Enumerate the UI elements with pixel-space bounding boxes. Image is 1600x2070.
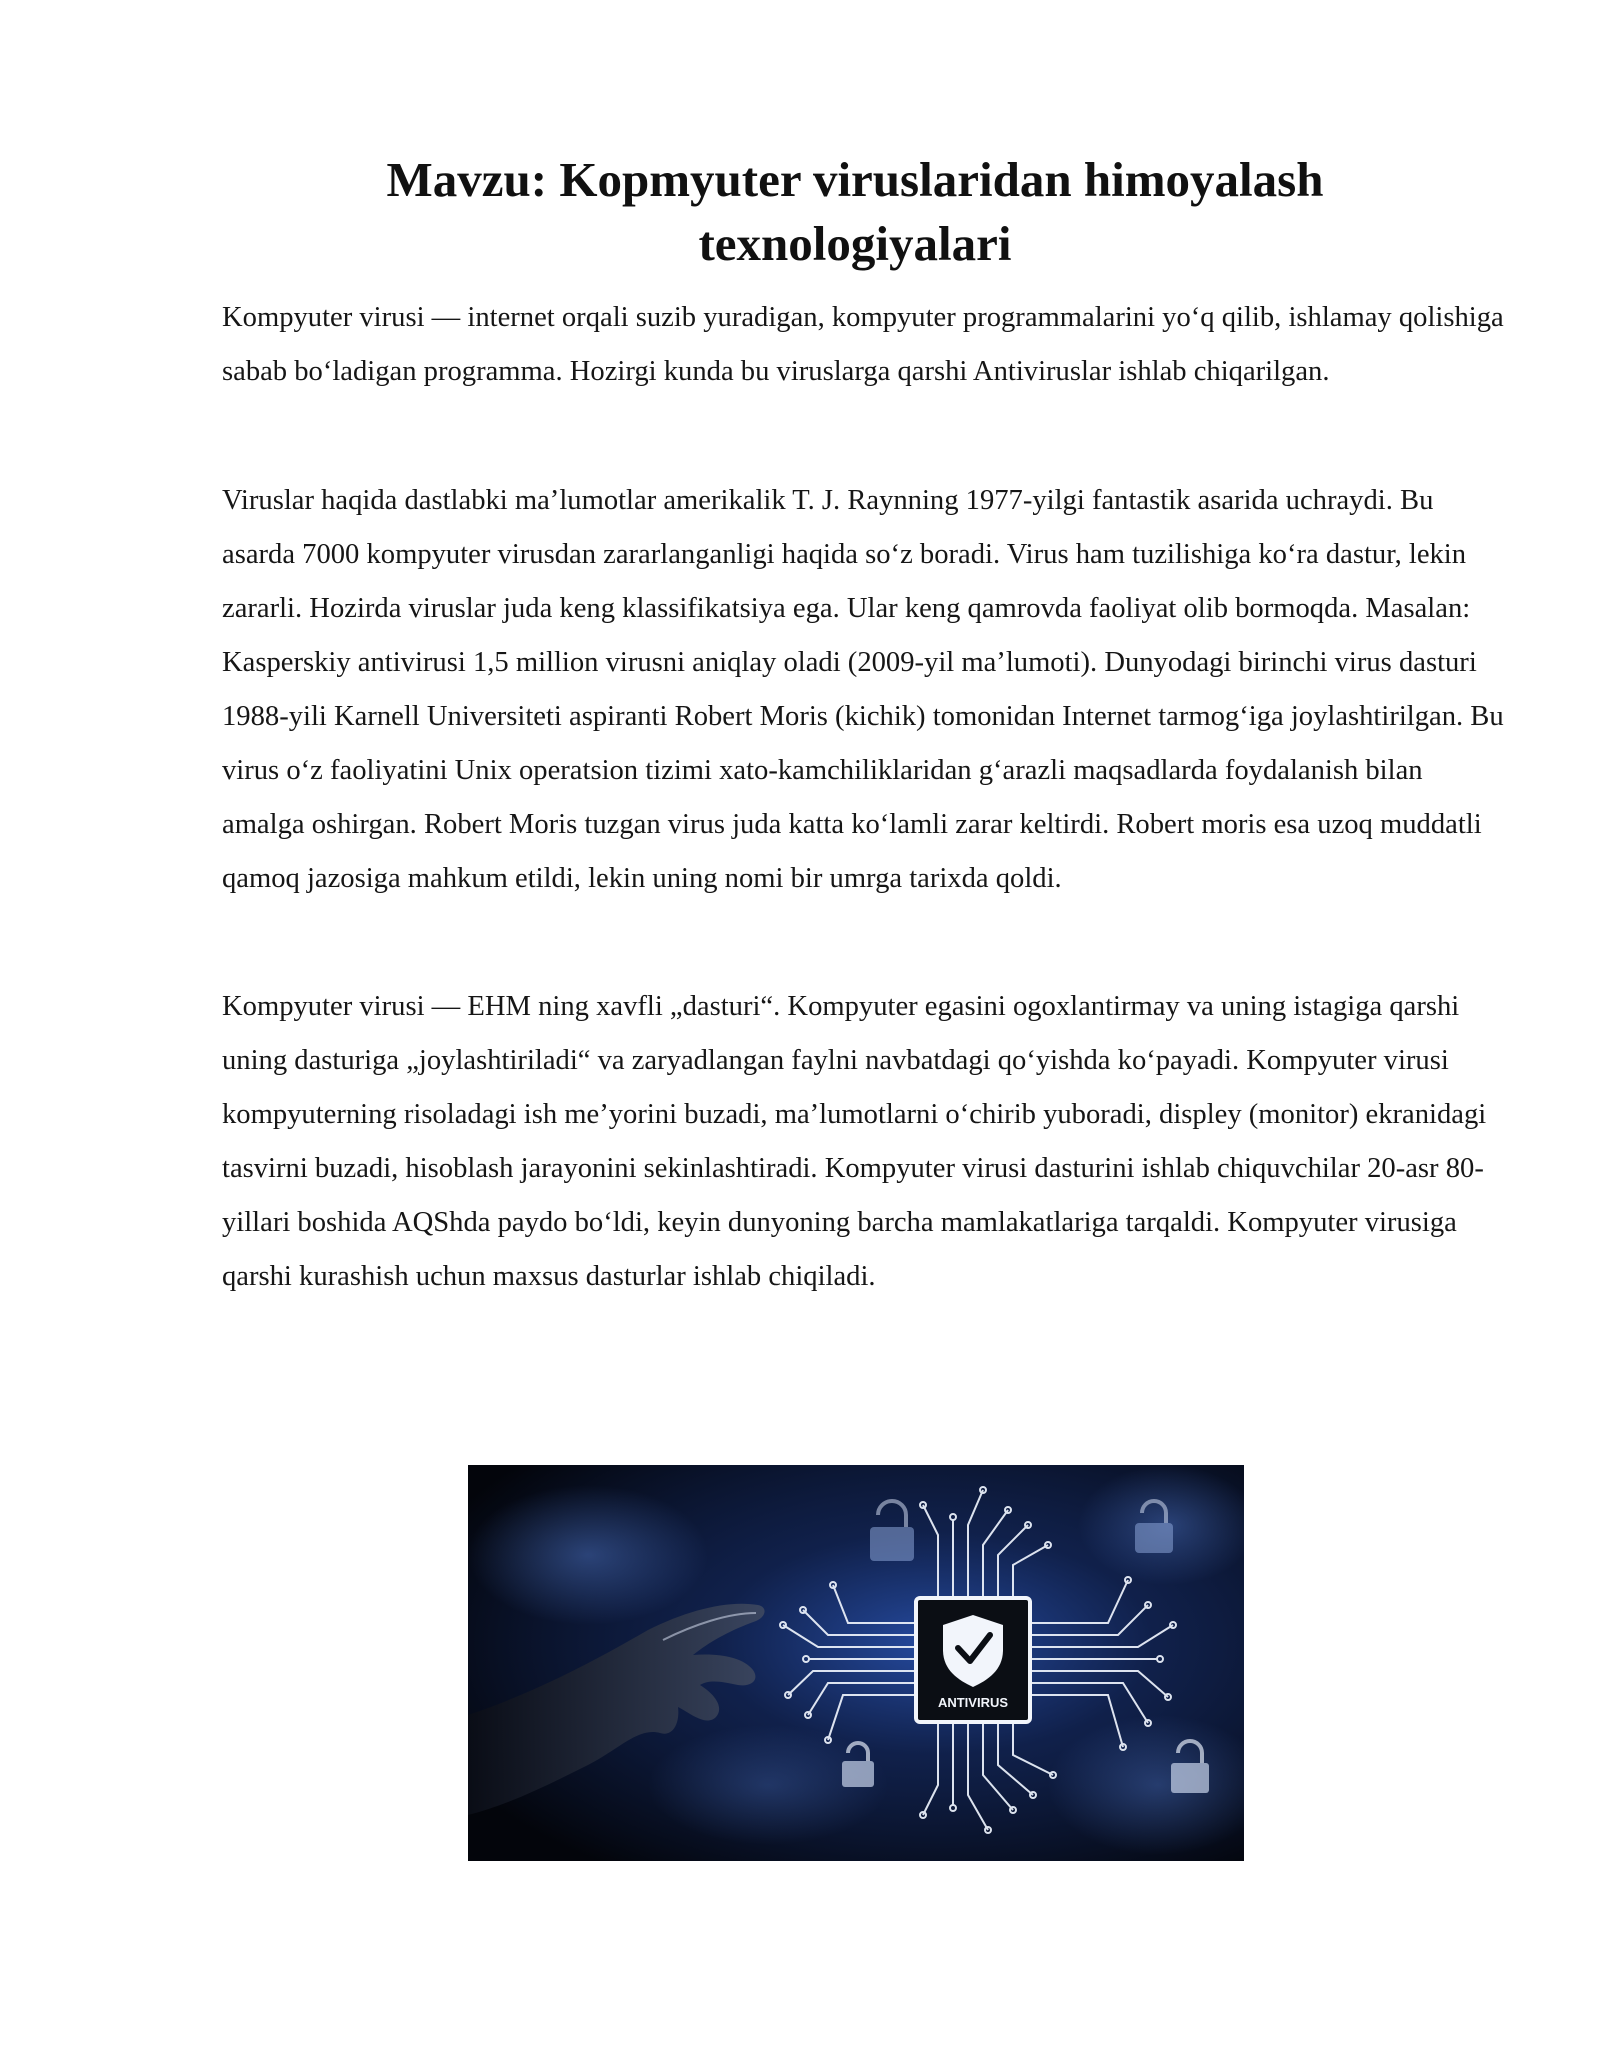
paragraph-1: Kompyuter virusi — internet orqali suzib yuradigan, kompyuter programmalarini yoʻq qilib, ishlamay qolishiga sabab boʻladigan programma. Hozirgi kunda bu viruslarga qarshi Antiviruslar ishlab chiqarilgan.	[222, 302, 1504, 387]
antivirus-chip	[916, 1598, 1030, 1722]
antivirus-illustration	[468, 1465, 1244, 1861]
page-title: Mavzu: Kopmyuter viruslaridan himoyalash texnologiyalari	[386, 152, 1324, 271]
chip-label: ANTIVIRUS	[937, 1695, 1009, 1710]
bokeh-light	[468, 1485, 708, 1625]
paragraph-3: Kompyuter virusi — EHM ning xavfli „dasturi“. Kompyuter egasini ogoxlantirmay va uning istagiga qarshi uning dasturiga „joylashtiriladi“ va zaryadlangan faylni navbatdagi qoʻyishda koʻpayadi. Kompyuter virusi kompyuterning risoladagi ish me’yorini buzadi, ma’lumotlarni oʻchirib yuboradi, displey (monitor) ekranidagi tasvirni buzadi, hisoblash jarayonini sekinlashtiradi. Kompyuter virusi dasturini ishlab chiquvchilar 20-asr 80-yillari boshida AQShda paydo boʻldi, keyin dunyoning barcha mamlakatlariga tarqaldi. Kompyuter virusiga qarshi kurashish uchun maxsus dasturlar ishlab chiqiladi.	[222, 991, 1487, 1292]
paragraph-2: Viruslar haqida dastlabki ma’lumotlar amerikalik T. J. Raynning 1977-yilgi fantastik asarida uchraydi. Bu asarda 7000 kompyuter virusdan zararlanganligi haqida soʻz boradi. Virus ham tuzilishiga koʻra dastur, lekin zararli. Hozirda viruslar juda keng klassifikatsiya ega. Ular keng qamrovda faoliyat olib bormoqda. Masalan: Kasperskiy antivirusi 1,5 million virusni aniqlay oladi (2009-yil ma’lumoti). Dunyodagi birinchi virus dasturi 1988-yili Karnell Universiteti aspiranti Robert Moris (kichik) tomonidan Internet tarmogʻiga joylashtirilgan. Bu virus oʻz faoliyatini Unix operatsion tizimi xato-kamchiliklaridan gʻarazli maqsadlarda foydalanish bilan amalga oshirgan. Robert Moris tuzgan virus juda katta koʻlamli zarar keltirdi. Robert moris esa uzoq muddatli qamoq jazosiga mahkum etildi, lekin uning nomi bir umrga tarixda qoldi.	[222, 485, 1504, 894]
